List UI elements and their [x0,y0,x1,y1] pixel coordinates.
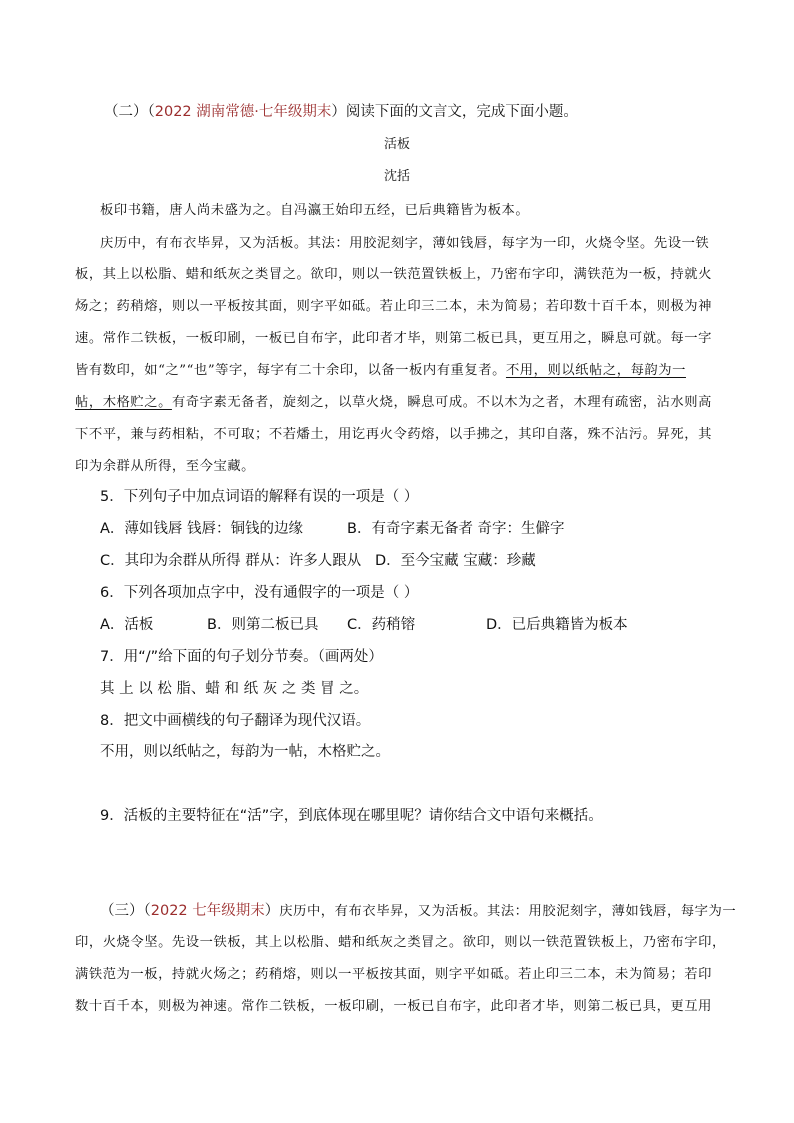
section-3-line-2: 印，火烧令坚。先设一铁板，其上以松脂、蜡和纸灰之类冒之。欲印，则以一铁范置铁板上，乃密布字印， [75,935,726,950]
question-5-option-b: B．有奇字素无备者 奇字：生僻字 [347,521,565,537]
section-3-line-4: 数十百千本，则极为神速。常作二铁板，一板印刷，一板已自布字，此印者才毕，则第二板已具，更互用 [75,999,712,1014]
section-3-source: 2022 七年级期末 [150,903,265,919]
passage-line-3: 板，其上以松脂、蜡和纸灰之类冒之。欲印，则以一铁范置铁板上，乃密布字印，满铁范为一板，持就火 [75,267,712,282]
question-8-stem: 8．把文中画横线的句子翻译为现代汉语。 [100,713,371,729]
section-2-prefix: （二）（ [104,104,155,120]
passage-line-6 [75,359,686,378]
section-2-source: 2022 湖南常德·七年级期末 [154,104,332,120]
passage-title: 活板 [383,137,410,152]
passage-line-5: 速。常作二铁板，一板印刷，一板已自布字，此印者才毕，则第二板已具，更互用之，瞬息可就。每一字 [75,331,712,346]
section-3-header [100,899,736,920]
passage-line-8: 下不平，兼与药相粘，不可取；不若燔土，用讫再火令药熔，以手拂之，其印自落，殊不沾污。昇死，其 [75,427,712,442]
passage-line-7 [75,391,712,410]
passage-line-9: 印为余群从所得，至今宝藏。 [75,459,256,474]
question-9-stem: 9．活板的主要特征在“活”字，到底体现在哪里呢？请你结合文中语句来概括。 [100,808,603,824]
question-5-option-d: D．至今宝藏 宝藏：珍藏 [375,553,536,569]
question-7-stem: 7．用“/”给下面的句子划分节奏。（画两处） [100,649,383,665]
question-6-option-a: A．活板 [100,617,154,633]
section-3-first-line: 庆历中，有布衣毕昇，又为活板。其法：用胶泥刻字，薄如钱唇，每字为一 [279,904,737,919]
passage-line-1: 板印书籍，唐人尚未盛为之。自冯瀛王始印五经，已后典籍皆为板本。 [100,203,530,218]
question-5-stem: 5．下列句子中加点词语的解释有误的一项是（ ） [100,489,419,505]
question-7-sentence: 其 上 以 松 脂、蜡 和 纸 灰 之 类 冒 之。 [100,681,369,697]
passage-line-4: 炀之；药稍熔，则以一平板按其面，则字平如砥。若止印三二本，未为简易；若印数十百千本，则极为神 [75,299,712,314]
section-3-prefix: （三）（ [100,903,151,919]
section-3-line-3: 满铁范为一板，持就火炀之；药稍熔，则以一平板按其面，则字平如砥。若止印三二本，未为简易；若印 [75,967,712,982]
section-2-header [104,100,578,121]
question-5-option-a: A．薄如钱唇 钱唇：铜钱的边缘 [100,521,304,537]
question-6-option-b: B．则第二板已具 [207,617,319,633]
passage-line-6-text: 皆有数印，如“之”“也”等字，每字有二十余印，以备一板内有重复者。 [75,363,506,378]
question-6-stem: 6．下列各项加点字中，没有通假字的一项是（ ） [100,585,419,601]
underlined-sentence-part-1: 不用，则以纸帖之，每韵为一 [505,363,686,378]
underlined-sentence-part-2: 帖，木格贮之。 [75,395,172,410]
question-6-option-c: C．药稍镕 [347,617,416,633]
section-3-suffix: ） [264,903,280,919]
passage-line-7-text: 有奇字素无备者，旋刻之，以草火烧，瞬息可成。不以木为之者，木理有疏密，沾水则高 [171,395,712,410]
question-5-option-c: C．其印为余群从所得 群从：许多人跟从 [100,553,362,569]
passage-author: 沈括 [383,169,410,184]
question-6-option-d: D．已后典籍皆为板本 [486,617,628,633]
section-2-suffix: ）阅读下面的文言文，完成下面小题。 [331,104,578,120]
question-8-sentence: 不用，则以纸帖之，每韵为一帖，木格贮之。 [100,744,390,760]
passage-line-2: 庆历中，有布衣毕昇，又为活板。其法：用胶泥刻字，薄如钱唇，每字为一印，火烧令坚。先设一铁 [100,236,710,251]
